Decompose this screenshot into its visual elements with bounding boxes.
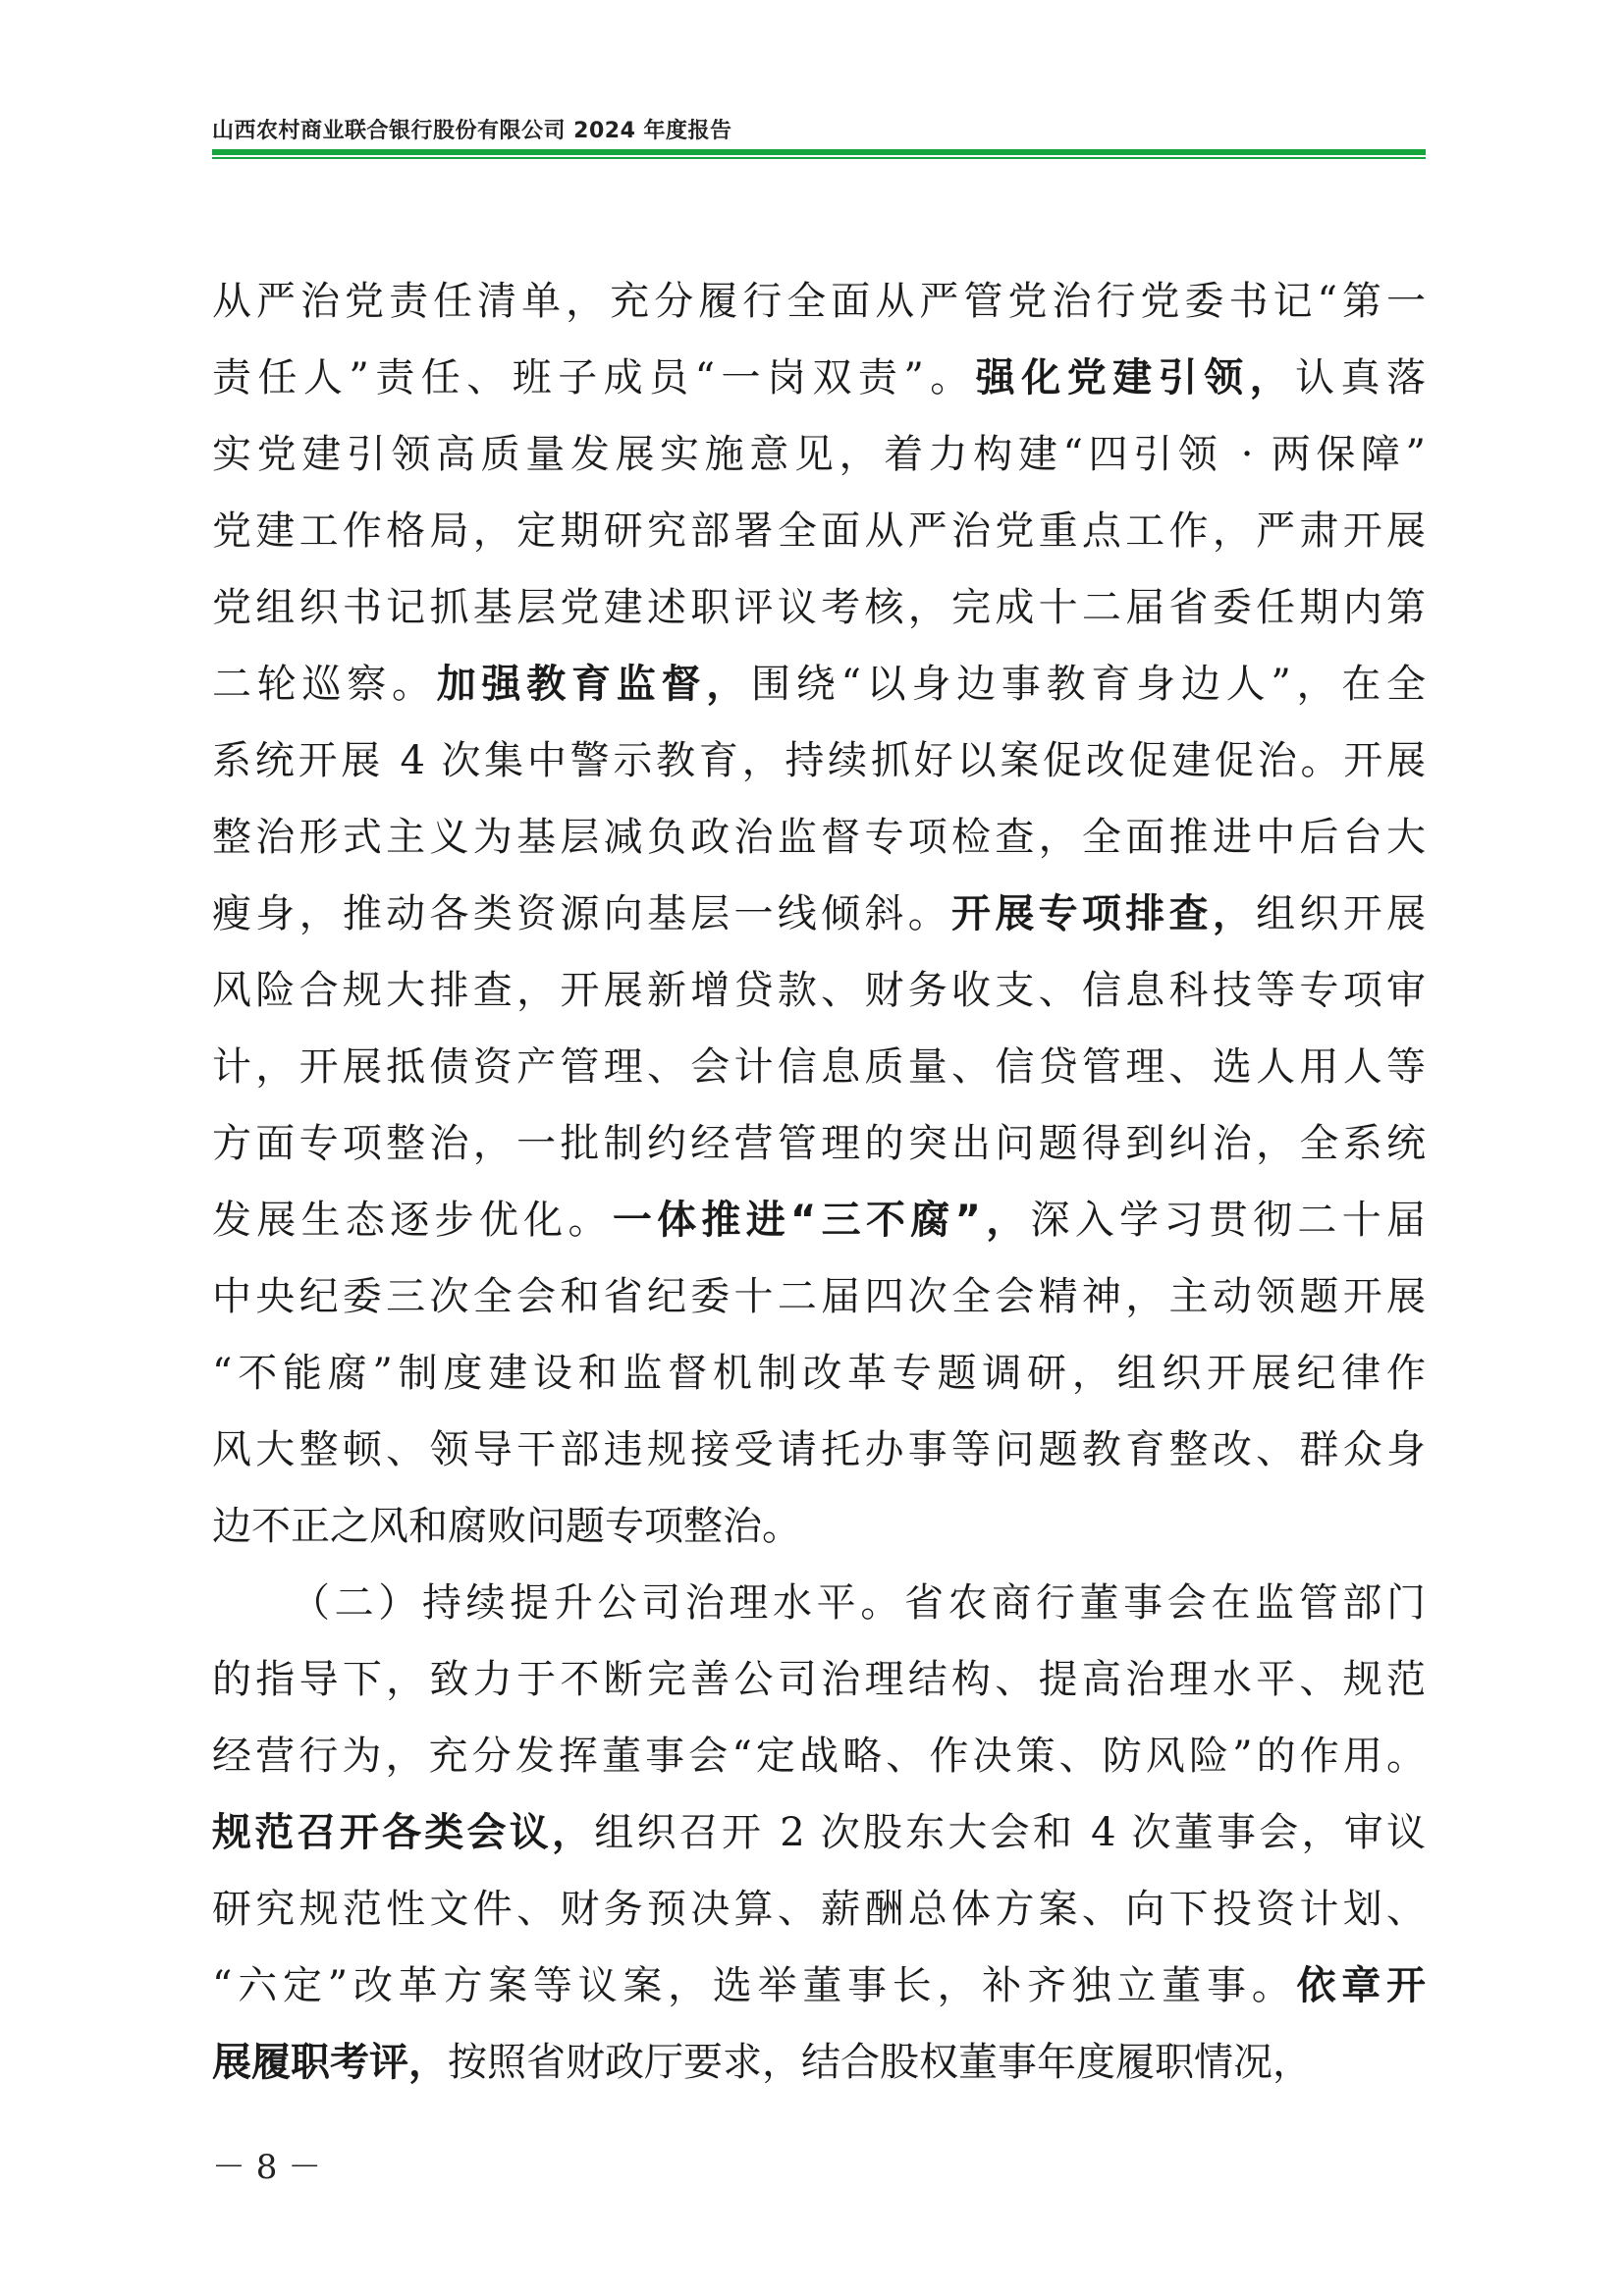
text-run: 发展生态逐步优化。	[212, 1198, 613, 1243]
text-run: 风大整顿、领导干部违规接受请托办事等问题教育整改、群众身	[212, 1427, 1426, 1472]
text-run: 实党建引领高质量发展实施意见，着力构建“四引领 · 两保障”	[212, 432, 1426, 477]
text-line	[212, 340, 1426, 416]
text-run: 瘦身，推动各类资源向基层一线倾斜。	[212, 891, 952, 936]
text-run: 经营行为，充分发挥董事会“定战略、作决策、防风险”的作用。	[212, 1734, 1426, 1779]
text-run: 边不正之风和腐败问题专项整治。	[212, 1504, 801, 1549]
page-number: － 8 －	[212, 2148, 322, 2187]
text-line	[212, 722, 1426, 799]
bold-phrase: 开展专项排查，	[951, 891, 1257, 936]
text-line	[212, 1718, 1426, 1794]
text-run: 党组织书记抓基层党建述职评议考核，完成十二届省委任期内第	[212, 585, 1426, 630]
bold-phrase: 依章开	[1296, 1963, 1426, 2008]
text-run: “六定”改革方案等议案，选举董事长，补齐独立董事。	[212, 1963, 1297, 2008]
text-run: 组织召开 2 次股东大会和 4 次董事会，审议	[594, 1810, 1426, 1855]
text-line	[212, 799, 1426, 876]
bold-phrase: 展履职考评，	[212, 2040, 448, 2085]
text-run: 系统开展 4 次集中警示教育，持续抓好以案促改促建促治。开展	[212, 738, 1426, 783]
bold-phrase: 加强教育监督，	[436, 662, 751, 707]
text-line	[212, 1029, 1426, 1105]
text-line	[212, 1182, 1426, 1258]
text-line	[212, 1258, 1426, 1335]
text-run: 从严治党责任清单，充分履行全面从严管党治行党委书记“第一	[212, 279, 1426, 324]
body-text	[212, 263, 1426, 2101]
text-line	[212, 1335, 1426, 1412]
text-run: 中央纪委三次全会和省纪委十二届四次全会精神，主动领题开展	[212, 1274, 1426, 1319]
text-line	[212, 1794, 1426, 1871]
text-line	[212, 1412, 1426, 1488]
bold-phrase: 强化党建引领，	[975, 355, 1296, 400]
text-run: 深入学习贯彻二十届	[1030, 1198, 1426, 1243]
text-line	[212, 1488, 1426, 1565]
text-run: 风险合规大排查，开展新增贷款、财务收支、信息科技等专项审	[212, 968, 1426, 1013]
report-header: 山西农村商业联合银行股份有限公司 2024 年度报告	[212, 119, 732, 143]
text-run: 的指导下，致力于不断完善公司治理结构、提高治理水平、规范	[212, 1657, 1426, 1702]
text-run: 按照省财政厅要求，结合股权董事年度履职情况，	[448, 2040, 1312, 2085]
text-line	[212, 952, 1426, 1029]
text-run: 责任人”责任、班子成员“一岗双责”。	[212, 355, 976, 400]
header-divider-thin	[212, 157, 1426, 159]
bold-phrase: 一体推进“三不腐”，	[612, 1198, 1031, 1243]
text-run: 计，开展抵债资产管理、会计信息质量、信贷管理、选人用人等	[212, 1044, 1426, 1090]
text-run: （二）持续提升公司治理水平。省农商行董事会在监管部门	[291, 1580, 1426, 1626]
text-line	[212, 646, 1426, 722]
header-divider-thick	[212, 149, 1426, 155]
text-line	[212, 1105, 1426, 1182]
text-line	[212, 1948, 1426, 2024]
text-run: 方面专项整治，一批制约经营管理的突出问题得到纠治，全系统	[212, 1121, 1426, 1166]
text-run: 整治形式主义为基层减负政治监督专项检查，全面推进中后台大	[212, 815, 1426, 860]
text-line	[212, 569, 1426, 646]
text-line	[212, 493, 1426, 569]
text-line	[212, 2024, 1426, 2101]
text-line	[212, 876, 1426, 952]
text-run: 党建工作格局，定期研究部署全面从严治党重点工作，严肃开展	[212, 508, 1426, 554]
text-run: 研究规范性文件、财务预决算、薪酬总体方案、向下投资计划、	[212, 1887, 1426, 1932]
text-line	[212, 1871, 1426, 1948]
text-line	[212, 1565, 1426, 1641]
text-run: 组织开展	[1256, 891, 1426, 936]
text-run: 围绕“以身边事教育身边人”，在全	[750, 662, 1426, 707]
text-run: “不能腐”制度建设和监督机制改革专题调研，组织开展纪律作	[212, 1351, 1426, 1396]
bold-phrase: 规范召开各类会议，	[212, 1810, 595, 1855]
text-line	[212, 416, 1426, 493]
text-run: 二轮巡察。	[212, 662, 437, 707]
text-line	[212, 1641, 1426, 1718]
text-line	[212, 263, 1426, 340]
text-run: 认真落	[1295, 355, 1426, 400]
